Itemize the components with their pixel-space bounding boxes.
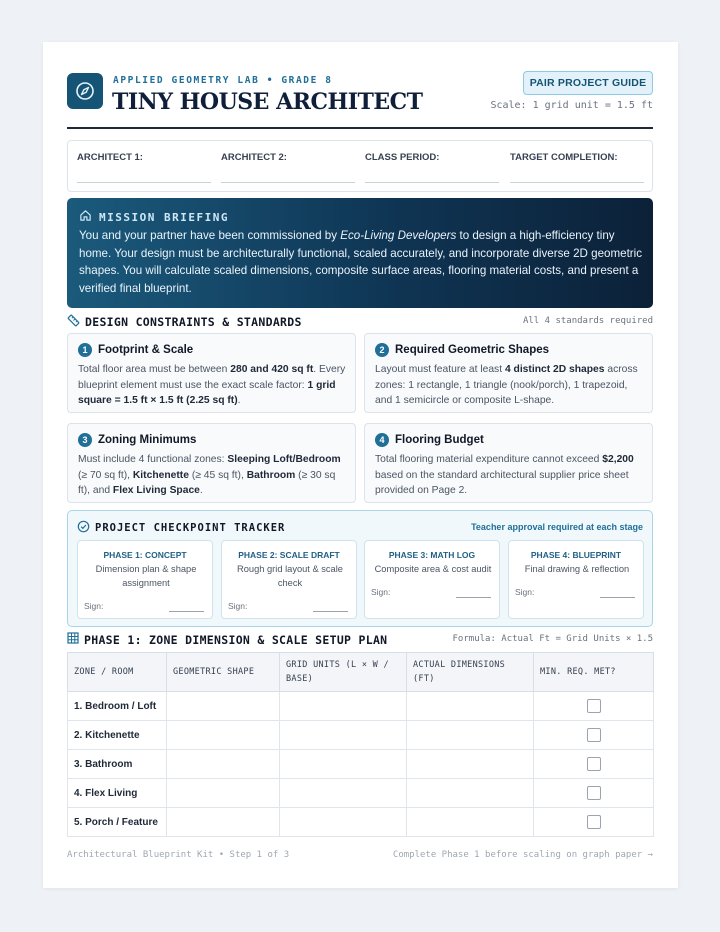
target-completion-field[interactable]: TARGET COMPLETION:: [510, 152, 644, 163]
sign-label: Sign:: [371, 587, 391, 597]
sign-label: Sign:: [515, 587, 535, 597]
student-info-box: [67, 140, 653, 192]
requirement-checkbox[interactable]: [587, 815, 601, 829]
table-row: [68, 808, 654, 837]
footer-left: Architectural Blueprint Kit • Step 1 of 3: [67, 850, 290, 860]
constraint-card-zoning: [67, 423, 356, 503]
card-body: Layout must feature at least 4 distinct 2D shapes across zones: 1 rectangle, 1 triangle (nook/porch), 1 trapezoid, and 1 semicircle or composite L-shape.: [375, 364, 638, 406]
requirement-cell: [534, 692, 654, 721]
step-number: 4: [375, 433, 389, 447]
compass-logo-icon: [67, 73, 103, 109]
phase-card-math-log: [364, 540, 500, 619]
column-header: GRID UNITS (L × W / BASE): [280, 653, 407, 692]
check-circle-icon: [77, 520, 90, 536]
card-body: Total flooring material expenditure cannot exceed $2,200 based on the standard architectural supplier price sheet provided on Page 2.: [375, 454, 634, 496]
shape-cell[interactable]: [167, 721, 280, 750]
table-row: [68, 692, 654, 721]
zone-plan-table: [67, 652, 654, 837]
phase-title: PHASE 4: BLUEPRINT: [530, 550, 622, 560]
mission-text: You and your partner have been commissioned by Eco-Living Developers to design a high-efficiency tiny home. Your design must be architecturally functional, scaled accurately, and incorporate diverse 2D geometric shapes. You will calculate scaled dimensions, composite surface areas, flooring material costs, and present a verified final blueprint.: [79, 229, 643, 295]
table-row: [68, 750, 654, 779]
ruler-icon: [67, 314, 80, 330]
card-title: Footprint & Scale: [98, 344, 194, 356]
plan-heading: PHASE 1: ZONE DIMENSION & SCALE SETUP PLAN: [67, 632, 387, 647]
zone-name: 4. Flex Living: [68, 779, 167, 808]
signature-line[interactable]: [169, 611, 204, 612]
constraint-card-shapes: [364, 333, 653, 413]
table-row: [68, 721, 654, 750]
table-row: [68, 779, 654, 808]
requirement-cell: [534, 721, 654, 750]
constraints-heading: DESIGN CONSTRAINTS & STANDARDS: [67, 314, 302, 330]
card-body: Total floor area must be between 280 and 420 sq ft. Every blueprint element must use the exact scale factor: 1 grid square = 1.5 ft × 1.5 ft (2.25 sq ft).: [78, 364, 346, 406]
shape-cell[interactable]: [167, 692, 280, 721]
phase-card-scale-draft: [221, 540, 357, 619]
tracker-note: Teacher approval required at each stage: [471, 522, 643, 532]
actual-dimensions-cell[interactable]: [407, 750, 534, 779]
grid-units-cell[interactable]: [280, 808, 407, 837]
grid-units-cell[interactable]: [280, 692, 407, 721]
zone-name: 3. Bathroom: [68, 750, 167, 779]
zone-name: 2. Kitchenette: [68, 721, 167, 750]
header-divider: [67, 127, 653, 129]
footer-right: Complete Phase 1 before scaling on graph paper →: [392, 850, 653, 860]
phase-title: PHASE 2: SCALE DRAFT: [238, 550, 340, 560]
course-kicker: APPLIED GEOMETRY LAB • GRADE 8: [113, 75, 333, 86]
card-body: Must include 4 functional zones: Sleeping Loft/Bedroom (≥ 70 sq ft), Kitchenette (≥ 45 sq ft), Bathroom (≥ 30 sq ft), and Flex Living Space.: [78, 454, 341, 496]
signature-line[interactable]: [600, 597, 635, 598]
shape-cell[interactable]: [167, 808, 280, 837]
mission-briefing: [67, 198, 653, 308]
scale-note: Scale: 1 grid unit = 1.5 ft: [490, 100, 653, 111]
requirement-cell: [534, 779, 654, 808]
actual-dimensions-cell[interactable]: [407, 721, 534, 750]
actual-dimensions-cell[interactable]: [407, 808, 534, 837]
architect-2-field[interactable]: ARCHITECT 2:: [221, 152, 355, 163]
project-type-badge: PAIR PROJECT GUIDE: [523, 71, 653, 95]
sign-label: Sign:: [84, 601, 104, 611]
tracker-heading: PROJECT CHECKPOINT TRACKER: [77, 520, 285, 536]
architect-1-field[interactable]: ARCHITECT 1:: [77, 152, 211, 163]
worksheet-page: [43, 42, 678, 888]
grid-icon: [67, 632, 79, 647]
phase-desc: Dimension plan & shape assignment: [95, 564, 197, 588]
requirement-checkbox[interactable]: [587, 699, 601, 713]
phase-card-concept: [77, 540, 213, 619]
shape-cell[interactable]: [167, 779, 280, 808]
signature-line[interactable]: [456, 597, 491, 598]
zone-name: 5. Porch / Feature: [68, 808, 167, 837]
formula-note: Formula: Actual Ft = Grid Units × 1.5: [452, 634, 653, 644]
signature-line[interactable]: [313, 611, 348, 612]
column-header: MIN. REQ. MET?: [534, 653, 654, 692]
step-number: 3: [78, 433, 92, 447]
requirement-cell: [534, 808, 654, 837]
actual-dimensions-cell[interactable]: [407, 779, 534, 808]
step-number: 1: [78, 343, 92, 357]
grid-units-cell[interactable]: [280, 750, 407, 779]
constraints-note: All 4 standards required: [522, 316, 653, 326]
shape-cell[interactable]: [167, 750, 280, 779]
requirement-checkbox[interactable]: [587, 728, 601, 742]
card-title: Required Geometric Shapes: [395, 344, 550, 356]
page-title: TINY HOUSE ARCHITECT: [112, 89, 423, 115]
actual-dimensions-cell[interactable]: [407, 692, 534, 721]
checkpoint-tracker: [67, 510, 653, 627]
column-header: ACTUAL DIMENSIONS (FT): [407, 653, 534, 692]
column-header: ZONE / ROOM: [68, 653, 167, 692]
grid-units-cell[interactable]: [280, 721, 407, 750]
constraint-card-footprint: [67, 333, 356, 413]
phase-desc: Rough grid layout & scale check: [237, 564, 343, 588]
phase-title: PHASE 1: CONCEPT: [103, 550, 187, 560]
requirement-cell: [534, 750, 654, 779]
sign-label: Sign:: [228, 601, 248, 611]
class-period-field[interactable]: CLASS PERIOD:: [365, 152, 499, 163]
constraint-card-budget: [364, 423, 653, 503]
column-header: GEOMETRIC SHAPE: [167, 653, 280, 692]
table-header-row: [68, 653, 654, 692]
phase-card-blueprint: [508, 540, 644, 619]
card-title: Flooring Budget: [395, 434, 484, 446]
requirement-checkbox[interactable]: [587, 757, 601, 771]
phase-desc: Final drawing & reflection: [524, 564, 630, 574]
requirement-checkbox[interactable]: [587, 786, 601, 800]
mission-heading: MISSION BRIEFING: [79, 209, 229, 225]
phase-title: PHASE 3: MATH LOG: [388, 550, 476, 560]
card-title: Zoning Minimums: [98, 434, 197, 446]
grid-units-cell[interactable]: [280, 779, 407, 808]
zone-name: 1. Bedroom / Loft: [68, 692, 167, 721]
step-number: 2: [375, 343, 389, 357]
home-icon: [79, 209, 92, 225]
phase-desc: Composite area & cost audit: [374, 564, 492, 574]
